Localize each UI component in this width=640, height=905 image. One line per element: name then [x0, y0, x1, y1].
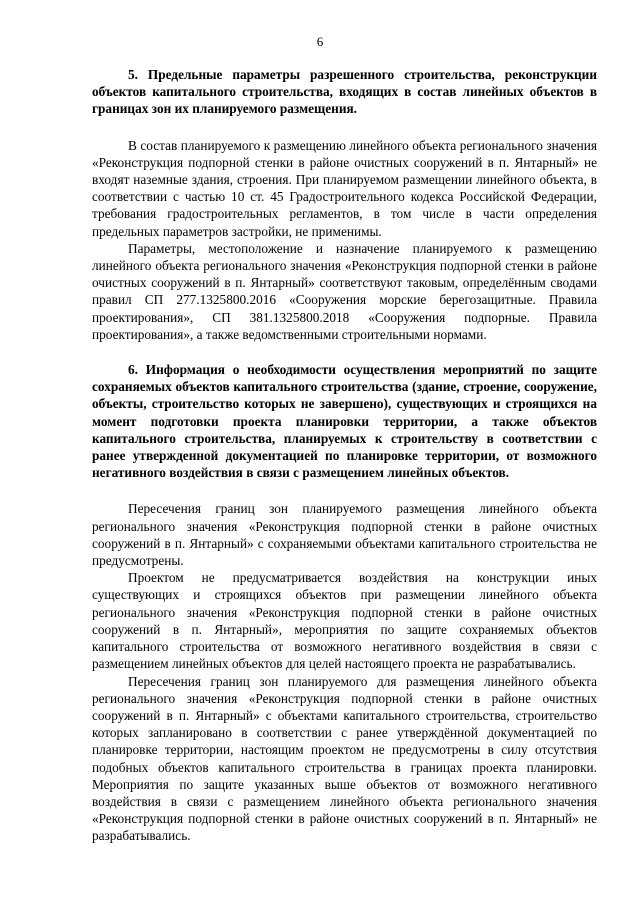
section-6-heading: 6. Информация о необходимости осуществления мероприятий по защите сохраняемых объектов капитального строительства (здание, строение, сооружение, объекты, строительство которых не завершено), существующих и строящихся на момент подготовки проекта планировки территории, а также объектов капитального строительства, планируемых к строительству в соответствии с ранее утвержденной документацией по планировке территории, от возможного негативного воздействия в связи с размещением линейных объектов.: [92, 362, 597, 481]
section-5-paragraph-1: В состав планируемого к размещению линейного объекта регионального значения «Реконструкция подпорной стенки в районе очистных сооружений в п. Янтарный» не входят наземные здания, строения. При планируемом размещении линейного объекта, в соответствии с частью 10 ст. 45 Градостроительного кодекса Российской Федерации, требования градостроительных регламентов, в том числе в части определения предельных параметров застройки, не применимы.: [92, 137, 597, 239]
page-content: [92, 66, 597, 845]
section-6-paragraph-3: Пересечения границ зон планируемого для размещения линейного объекта регионального значения «Реконструкция подпорной стенки в районе очистных сооружений в п. Янтарный» с объектами капитального строительства, строительство которых запланировано в соответствии с ранее утверждённой документацией по планировке территории, настоящим проектом не предусмотрены в силу отсутствия подобных объектов капитального строительства в границах проекта планировки. Мероприятия по защите указанных выше объектов от возможного негативного воздействия в связи с размещением линейного объекта регионального значения «Реконструкция подпорной стенки в районе очистных сооружений в п. Янтарный» не разрабатывались.: [92, 673, 597, 844]
section-5-paragraph-2: Параметры, местоположение и назначение планируемого к размещению линейного объекта регионального значения «Реконструкция подпорной стенки в районе очистных сооружений в п. Янтарный» соответствуют таковым, определённым сводами правил СП 277.1325800.2016 «Сооружения морские берегозащитные. Правила проектирования», СП 381.1325800.2018 «Сооружения подпорные. Правила проектирования», а также ведомственными строительными нормами.: [92, 240, 597, 342]
page-number: 6: [316, 34, 324, 49]
section-6-paragraph-2: Проектом не предусматривается воздействия на конструкции иных существующих и строящихся объектов при размещении линейного объекта регионального значения «Реконструкция подпорной стенки в районе очистных сооружений в п. Янтарный», мероприятия по защите сохраняемых объектов капитального строительства от возможного негативного воздействия в связи с размещением линейных объектов для целей настоящего проекта не разрабатывались.: [92, 570, 597, 672]
section-5-heading: 5. Предельные параметры разрешенного строительства, реконструкции объектов капитального строительства, входящих в состав линейных объектов в границах зон их планируемого размещения.: [92, 67, 597, 117]
section-6-paragraph-1: Пересечения границ зон планируемого размещения линейного объекта регионального значения «Реконструкция подпорной стенки в районе очистных сооружений в п. Янтарный» с сохраняемыми объектами капитального строительства не предусмотрены.: [92, 501, 597, 569]
